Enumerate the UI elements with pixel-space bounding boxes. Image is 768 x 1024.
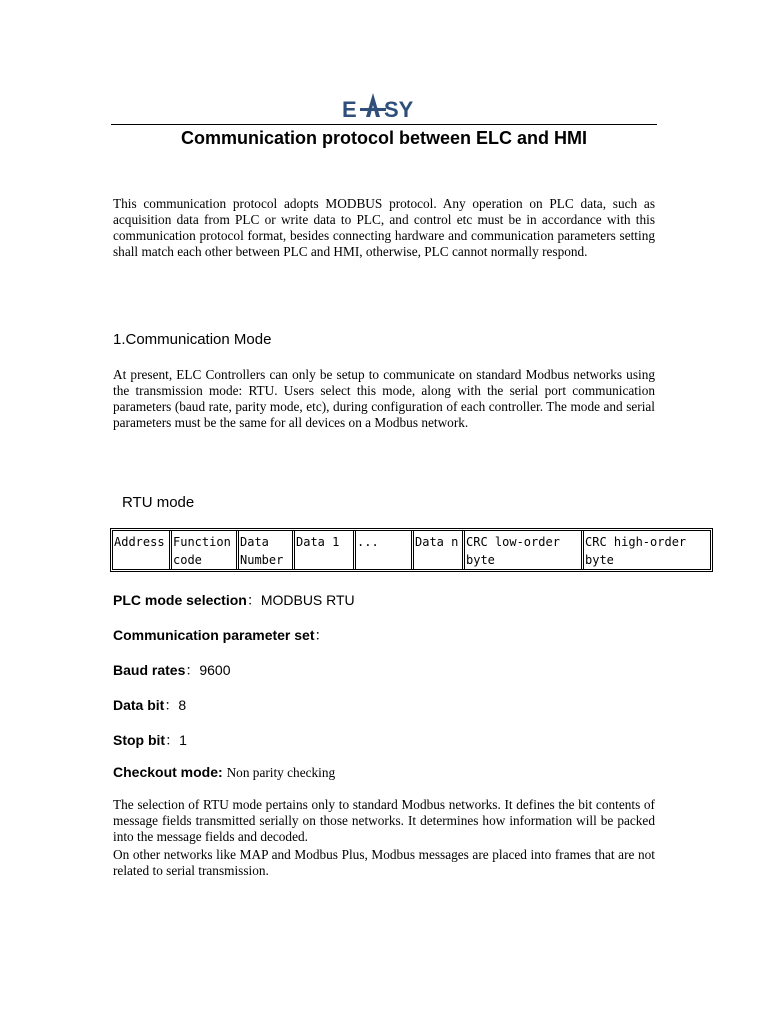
svg-text:SY: SY: [384, 97, 414, 122]
frame-cell-data-number: Data Number: [239, 531, 295, 569]
plc-mode-value: MODBUS RTU: [260, 592, 355, 608]
comm-set-label: Communication parameter set: [113, 627, 315, 643]
baud-label: Baud rates: [113, 662, 186, 678]
communication-parameter-set: [113, 625, 329, 645]
stopbit-label: Stop bit: [113, 732, 166, 748]
frame-cell-crc-high: CRC high-order byte: [585, 535, 687, 567]
easy-logo-mark: [340, 90, 430, 122]
rtu-mode-heading: RTU mode: [122, 494, 195, 511]
stopbit-value: 1: [179, 732, 187, 748]
svg-text:E: E: [342, 97, 357, 122]
databit-value: 8: [178, 697, 187, 713]
stopbit-separator: ：: [165, 732, 180, 748]
header-rule: [111, 124, 657, 125]
databit-separator: ：: [164, 697, 179, 713]
rtu-selection-paragraph: The selection of RTU mode pertains only to standard Modbus networks. It defines the bit contents of message fields transmitted serially on those networks. It determines how information will be packed into the message fields and decoded.: [113, 797, 655, 844]
intro-paragraph: This communication protocol adopts MODBUS protocol. Any operation on PLC data, such as acquisition data from PLC or write data to PLC, and control etc must be in accordance with this communication protocol format, besides connecting hardware and communication parameters setting shall match each other between PLC and HMI, otherwise, PLC cannot normally respond.: [113, 196, 655, 259]
frame-cell-address: Address: [113, 531, 172, 569]
communication-mode-paragraph: At present, ELC Controllers can only be setup to communicate on standard Modbus networks using the transmission mode: RTU. Users select this mode, along with the serial port communication parameters (baud rate, parity mode, etc), during configuration of each controller. The mode and serial parameters must be the same for all devices on a Modbus network.: [113, 367, 655, 430]
baud-value: 9600: [199, 662, 231, 678]
baud-separator: ：: [185, 662, 200, 678]
section-heading-communication-mode: 1.Communication Mode: [113, 331, 272, 348]
plc-mode-selection: [113, 590, 355, 610]
easy-logo: [340, 90, 430, 122]
frame-cell-ellipsis: ...: [356, 531, 414, 569]
frame-cell-data-1: Data 1: [295, 531, 356, 569]
frame-cell-crc-low: CRC low-order byte: [465, 531, 584, 569]
page-title: Communication protocol between ELC and HMI: [180, 128, 587, 148]
baud-rates: [113, 660, 231, 680]
checkout-value: Non parity checking: [226, 765, 336, 780]
data-bit: [113, 695, 186, 715]
databit-label: Data bit: [113, 697, 165, 713]
rtu-frame-table: [110, 528, 713, 572]
plc-mode-label: PLC mode selection: [113, 592, 247, 608]
other-networks-paragraph: On other networks like MAP and Modbus Plus, Modbus messages are placed into frames that are not related to serial transmission.: [113, 847, 655, 878]
frame-cell-data-n: Data n: [414, 531, 465, 569]
checkout-mode: [113, 764, 335, 781]
plc-mode-separator: ：: [246, 592, 261, 608]
comm-set-separator: ：: [314, 627, 329, 643]
frame-cell-function-code: Function code: [172, 531, 239, 569]
checkout-label: Checkout mode:: [113, 764, 223, 780]
stop-bit: [113, 730, 187, 750]
